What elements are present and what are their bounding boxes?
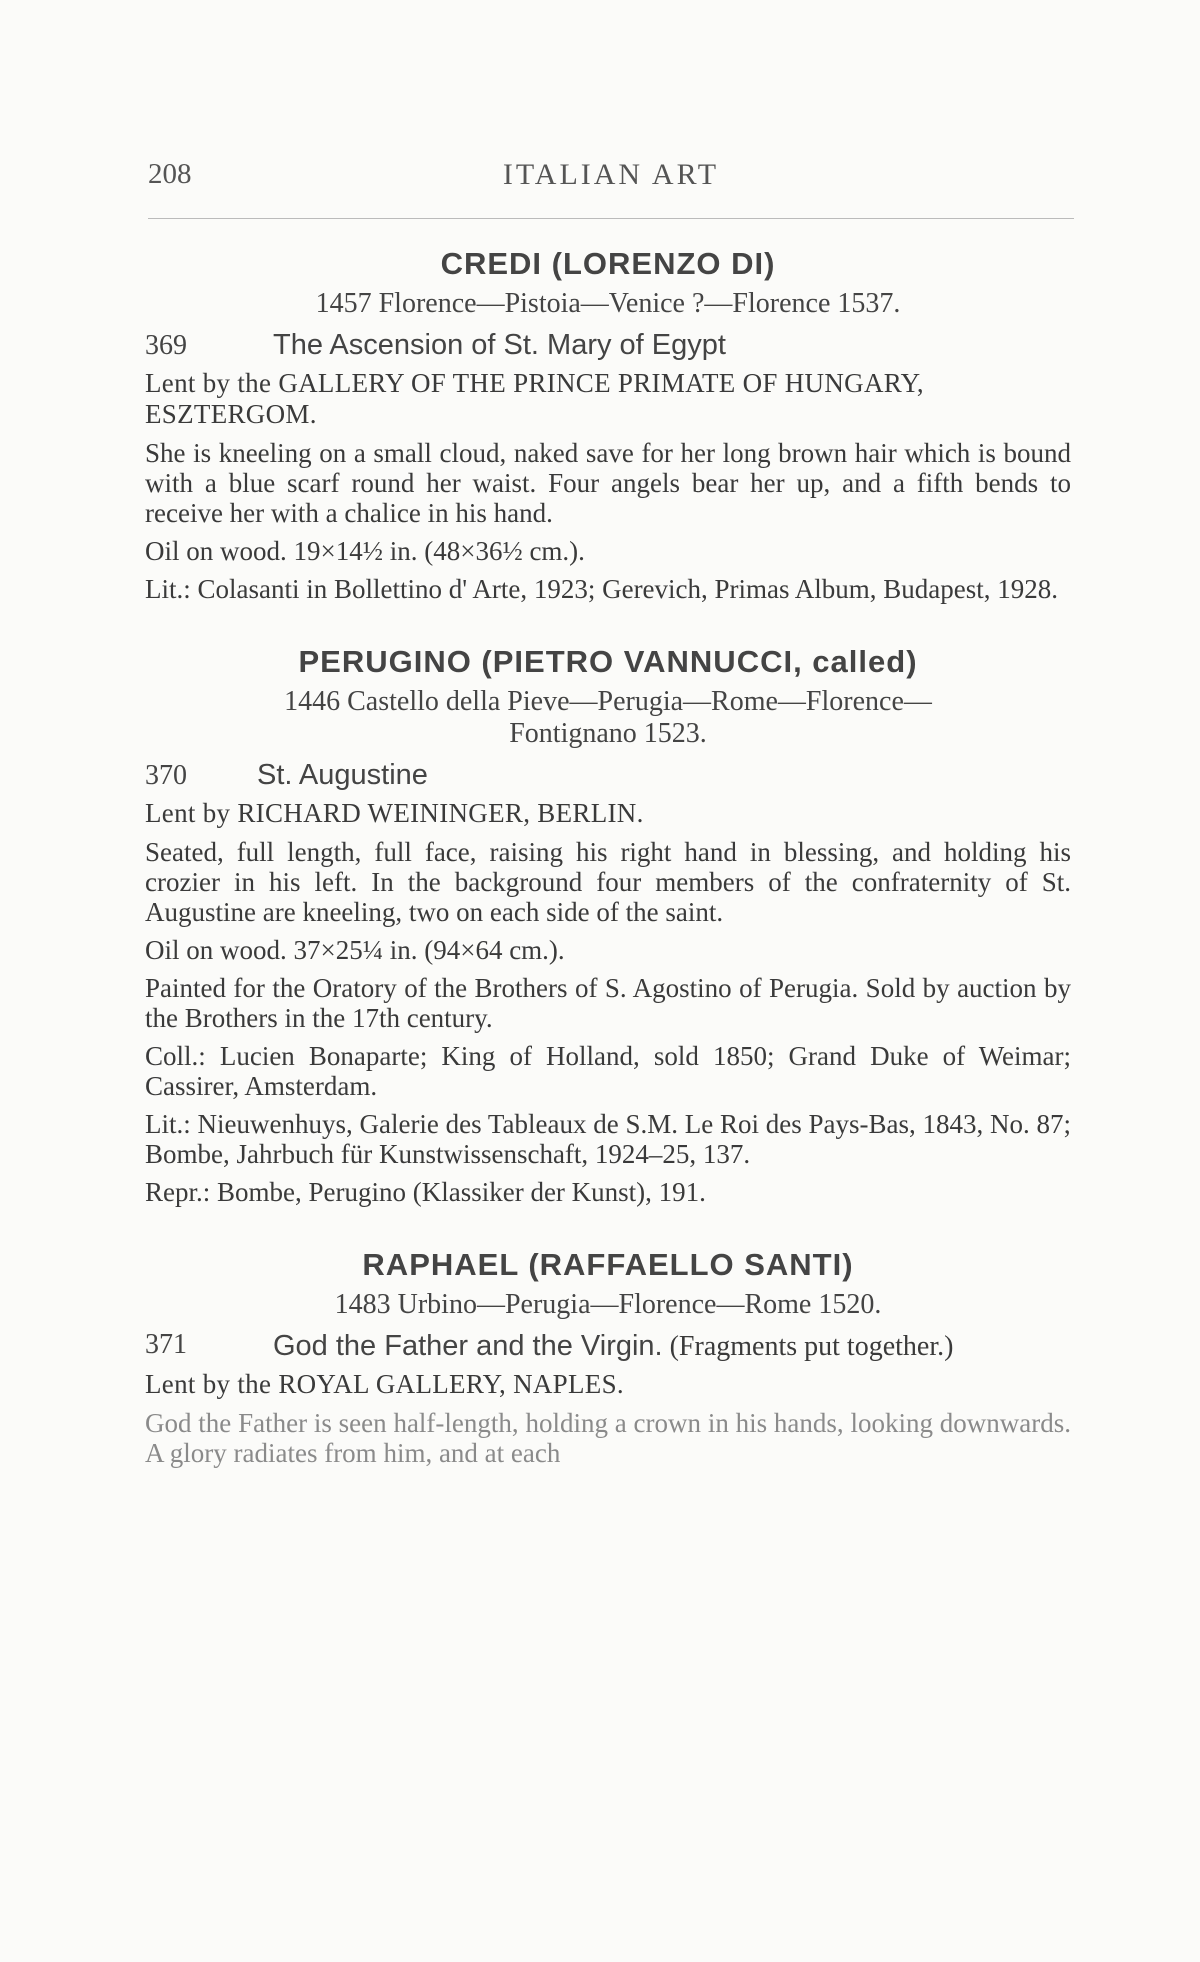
literature: Lit.: Nieuwenhuys, Galerie des Tableaux de S.M. Le Roi des Pays-Bas, 1843, No. 87; Bombe, Jahrbuch für Kunstwissenschaft, 1924–25, 137. xyxy=(145,1109,1071,1169)
artist-dates: 1483 Urbino—Perugia—Florence—Rome 1520. xyxy=(334,1289,882,1320)
lent-by: Lent by the GALLERY OF THE PRINCE PRIMATE OF HUNGARY, ESZTERGOM. xyxy=(145,368,924,429)
page-number: 208 xyxy=(148,158,192,190)
section-credi xyxy=(145,246,1071,604)
collections: Coll.: Lucien Bonaparte; King of Holland, sold 1850; Grand Duke of Weimar; Cassirer, Amsterdam. xyxy=(145,1041,1071,1101)
lent-by: Lent by the ROYAL GALLERY, NAPLES. xyxy=(145,1369,624,1399)
section-raphael xyxy=(145,1247,1071,1468)
section-gap xyxy=(145,1207,1071,1247)
entry-title-block xyxy=(273,1329,953,1363)
entry-heading xyxy=(145,758,1071,792)
reproduction: Repr.: Bombe, Perugino (Klassiker der Kunst), 191. xyxy=(145,1177,706,1207)
artist-dates: 1446 Castello della Pieve—Perugia—Rome—Florence— xyxy=(284,686,932,717)
running-title: ITALIAN ART xyxy=(502,158,720,191)
header-rule xyxy=(148,218,1074,219)
artist-name: PERUGINO (PIETRO VANNUCCI, called) xyxy=(298,644,918,679)
section-gap xyxy=(145,604,1071,644)
catalogue-content xyxy=(145,246,1071,1468)
entry-number: 369 xyxy=(145,330,187,361)
artist-name: CREDI (LORENZO DI) xyxy=(440,246,776,281)
entry-title: St. Augustine xyxy=(257,759,428,791)
medium-dimensions: Oil on wood. 19×14½ in. (48×36½ cm.). xyxy=(145,536,585,566)
artist-dates-continued: Fontignano 1523. xyxy=(509,718,707,749)
artist-name: RAPHAEL (RAFFAELLO SANTI) xyxy=(362,1247,854,1282)
entry-title: God the Father and the Virgin. xyxy=(273,1330,663,1362)
artist-dates: 1457 Florence—Pistoia—Venice ?—Florence 1537. xyxy=(315,288,901,319)
entry-description: Seated, full length, full face, raising his right hand in blessing, and holding his crozier in his left. In the background four members of the confraternity of St. Augustine are kneeling, two on each side of the saint. xyxy=(145,837,1071,927)
entry-title-note: (Fragments put together.) xyxy=(669,1331,954,1362)
lent-by: Lent by RICHARD WEININGER, BERLIN. xyxy=(145,798,644,828)
entry-heading xyxy=(145,1329,1071,1363)
entry-number: 371 xyxy=(145,1329,187,1360)
literature: Lit.: Colasanti in Bollettino d' Arte, 1923; Gerevich, Primas Album, Budapest, 1928. xyxy=(145,574,1059,604)
entry-description: She is kneeling on a small cloud, naked save for her long brown hair which is bound with a blue scarf round her waist. Four angels bear her up, and a fifth bends to receive her with a chalice in his hand. xyxy=(145,438,1071,528)
page-header xyxy=(148,158,1074,202)
provenance: Painted for the Oratory of the Brothers of S. Agostino of Perugia. Sold by auction by the Brothers in the 17th century. xyxy=(145,973,1071,1033)
section-perugino xyxy=(145,644,1071,1207)
entry-description: God the Father is seen half-length, holding a crown in his hands, looking downwards. A glory radiates from him, and at each xyxy=(145,1408,1071,1468)
entry-title: The Ascension of St. Mary of Egypt xyxy=(273,329,726,361)
entry-number: 370 xyxy=(145,760,187,791)
entry-heading xyxy=(145,328,1071,362)
medium-dimensions: Oil on wood. 37×25¼ in. (94×64 cm.). xyxy=(145,935,565,965)
